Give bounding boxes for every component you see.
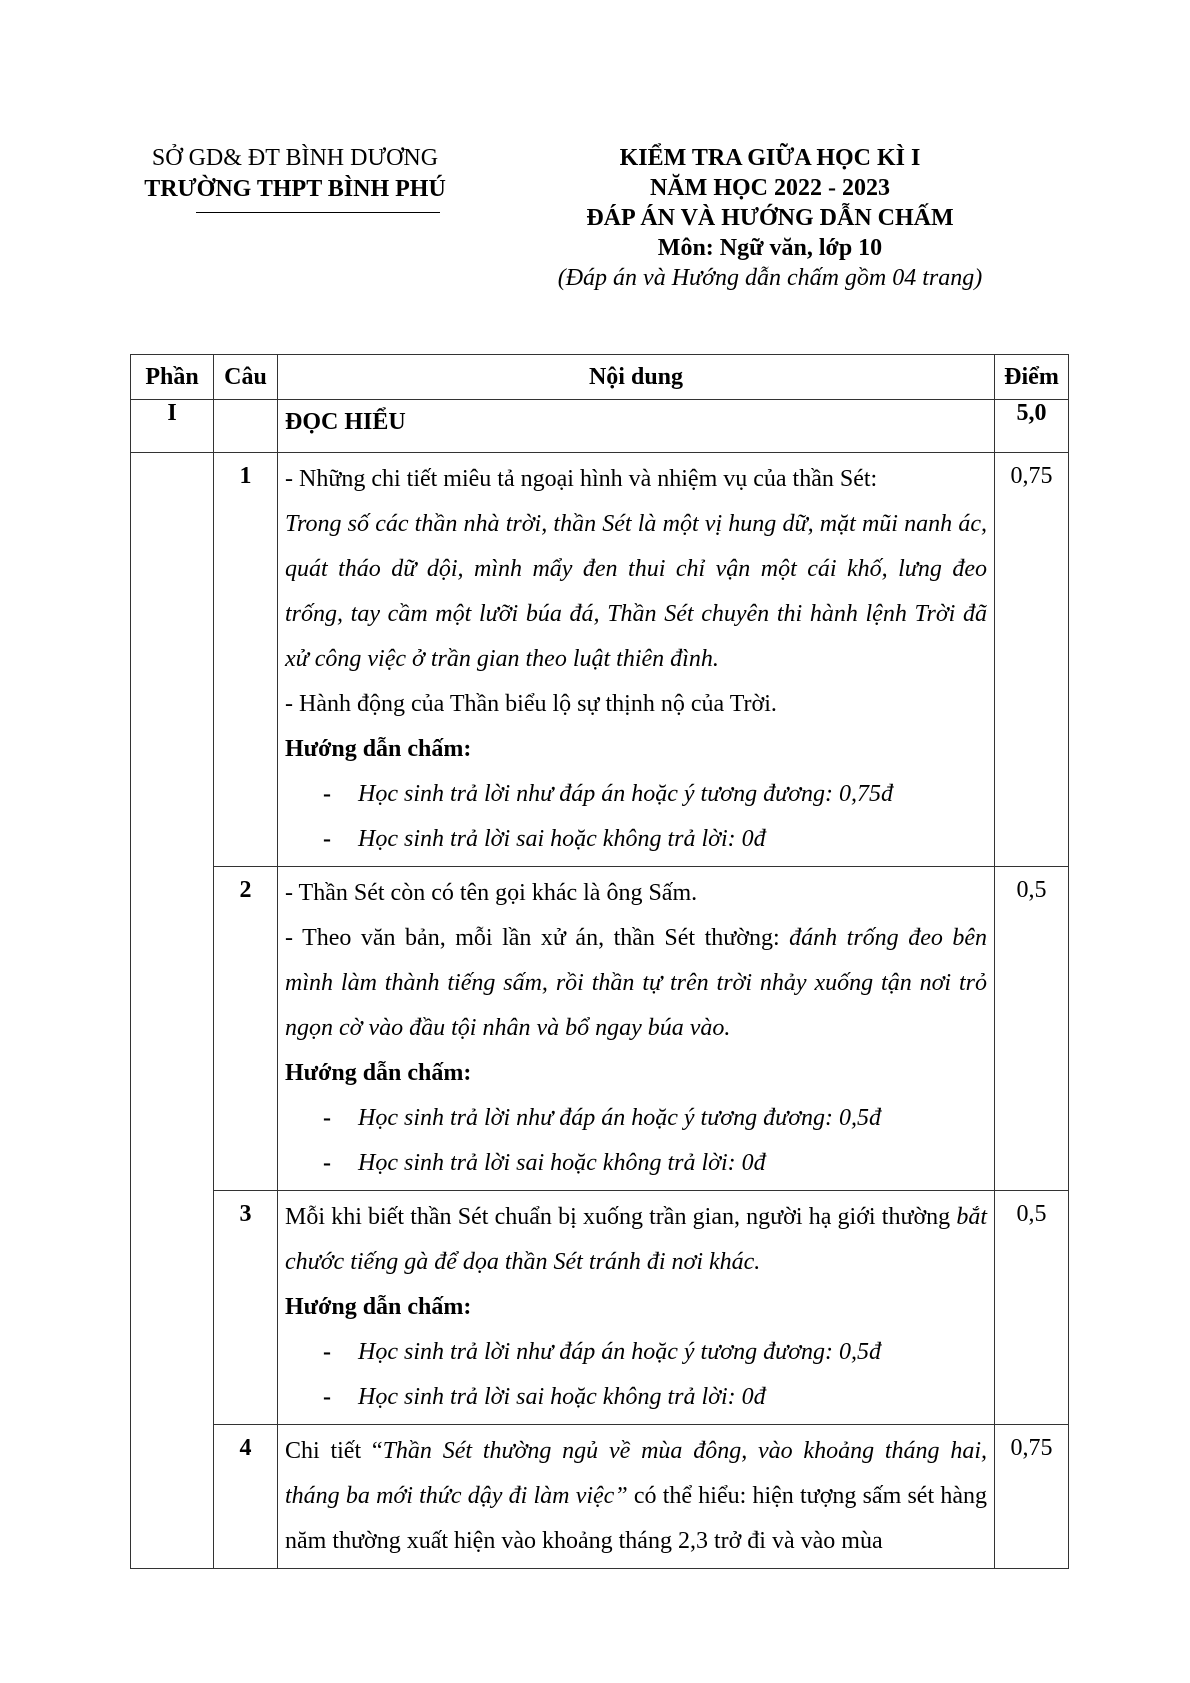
header-content: Nội dung — [278, 355, 995, 400]
question-number: 4 — [214, 1425, 278, 1569]
table-row — [131, 1425, 1069, 1569]
subject-line: Môn: Ngữ văn, lớp 10 — [657, 235, 883, 261]
question-content — [278, 1425, 995, 1569]
section-part: I — [131, 400, 214, 453]
table-header-row — [131, 355, 1069, 400]
document-type: ĐÁP ÁN VÀ HƯỚNG DẪN CHẤM — [586, 205, 954, 231]
question-content — [278, 453, 995, 867]
header-left — [130, 143, 460, 205]
grading-bullet: - Học sinh trả lời sai hoặc không trả lời: 0đ — [323, 826, 766, 852]
grading-bullet: - Học sinh trả lời như đáp án hoặc ý tương đương: 0,75đ — [323, 781, 893, 807]
header-part: Phần — [131, 355, 214, 400]
section-score: 5,0 — [995, 400, 1069, 453]
question-score: 0,75 — [995, 453, 1069, 867]
grading-guide-label: Hướng dẫn chấm: — [285, 736, 472, 762]
header-question: Câu — [214, 355, 278, 400]
content-line: Chi tiết “Thần Sét thường ngủ về mùa đông, vào khoảng tháng hai, tháng ba mới thức dậy đi làm việc” có thể hiểu: hiện tượng sấm sét hàng năm thường xuất hiện vào khoảng tháng 2,3 trở đi và vào mùa — [285, 1438, 988, 1554]
content-line: - Những chi tiết miêu tả ngoại hình và nhiệm vụ của thần Sét: — [285, 466, 878, 492]
content-line: - Theo văn bản, mỗi lần xử án, thần Sét thường: đánh trống đeo bên mình làm thành tiếng sấm, rồi thần tự trên trời nhảy xuống tận nơi trỏ ngọn cờ vào đầu tội nhân và bổ ngay búa vào. — [285, 925, 988, 1041]
question-score: 0,75 — [995, 1425, 1069, 1569]
grading-bullet: - Học sinh trả lời như đáp án hoặc ý tương đương: 0,5đ — [323, 1105, 881, 1131]
part-cell-empty — [131, 453, 214, 1569]
header-score: Điểm — [995, 355, 1069, 400]
question-number: 1 — [214, 453, 278, 867]
grading-bullet: - Học sinh trả lời như đáp án hoặc ý tương đương: 0,5đ — [323, 1339, 881, 1365]
header-rule — [196, 212, 440, 213]
question-number: 3 — [214, 1191, 278, 1425]
question-score: 0,5 — [995, 1191, 1069, 1425]
question-number: 2 — [214, 867, 278, 1191]
question-score: 0,5 — [995, 867, 1069, 1191]
grading-guide-label: Hướng dẫn chấm: — [285, 1060, 472, 1086]
grading-bullet: - Học sinh trả lời sai hoặc không trả lời: 0đ — [323, 1384, 766, 1410]
question-content — [278, 1191, 995, 1425]
content-line: Mỗi khi biết thần Sét chuẩn bị xuống trần gian, người hạ giới thường bắt chước tiếng gà để dọa thần Sét tránh đi nơi khác. — [285, 1204, 987, 1275]
school-name: TRƯỜNG THPT BÌNH PHÚ — [144, 176, 446, 202]
page-count-note: (Đáp án và Hướng dẫn chấm gồm 04 trang) — [557, 265, 983, 291]
header-right — [470, 143, 1070, 293]
section-row — [131, 400, 1069, 453]
answer-table — [130, 354, 1069, 1569]
content-line: - Hành động của Thần biểu lộ sự thịnh nộ của Trời. — [285, 691, 777, 717]
content-quote: Trong số các thần nhà trời, thần Sét là một vị hung dữ, mặt mũi nanh ác, quát tháo dữ dội, mình mẩy đen thui chỉ vận một cái khố, lưng đeo trống, tay cầm một lưỡi búa đá, Thần Sét chuyên thi hành lệnh Trời đã xử công việc ở trần gian theo luật thiên đình. — [285, 511, 987, 672]
table-row — [131, 453, 1069, 867]
section-title: ĐỌC HIỂU — [278, 400, 995, 453]
question-content — [278, 867, 995, 1191]
exam-title: KIỂM TRA GIỮA HỌC KÌ I — [619, 145, 921, 171]
section-empty — [214, 400, 278, 453]
department-name: SỞ GD& ĐT BÌNH DƯƠNG — [151, 145, 439, 171]
grading-bullet: - Học sinh trả lời sai hoặc không trả lời: 0đ — [323, 1150, 766, 1176]
grading-guide-label: Hướng dẫn chấm: — [285, 1294, 472, 1320]
content-line: - Thần Sét còn có tên gọi khác là ông Sấm. — [285, 880, 698, 906]
table-row — [131, 867, 1069, 1191]
table-row — [131, 1191, 1069, 1425]
school-year: NĂM HỌC 2022 - 2023 — [650, 175, 890, 201]
